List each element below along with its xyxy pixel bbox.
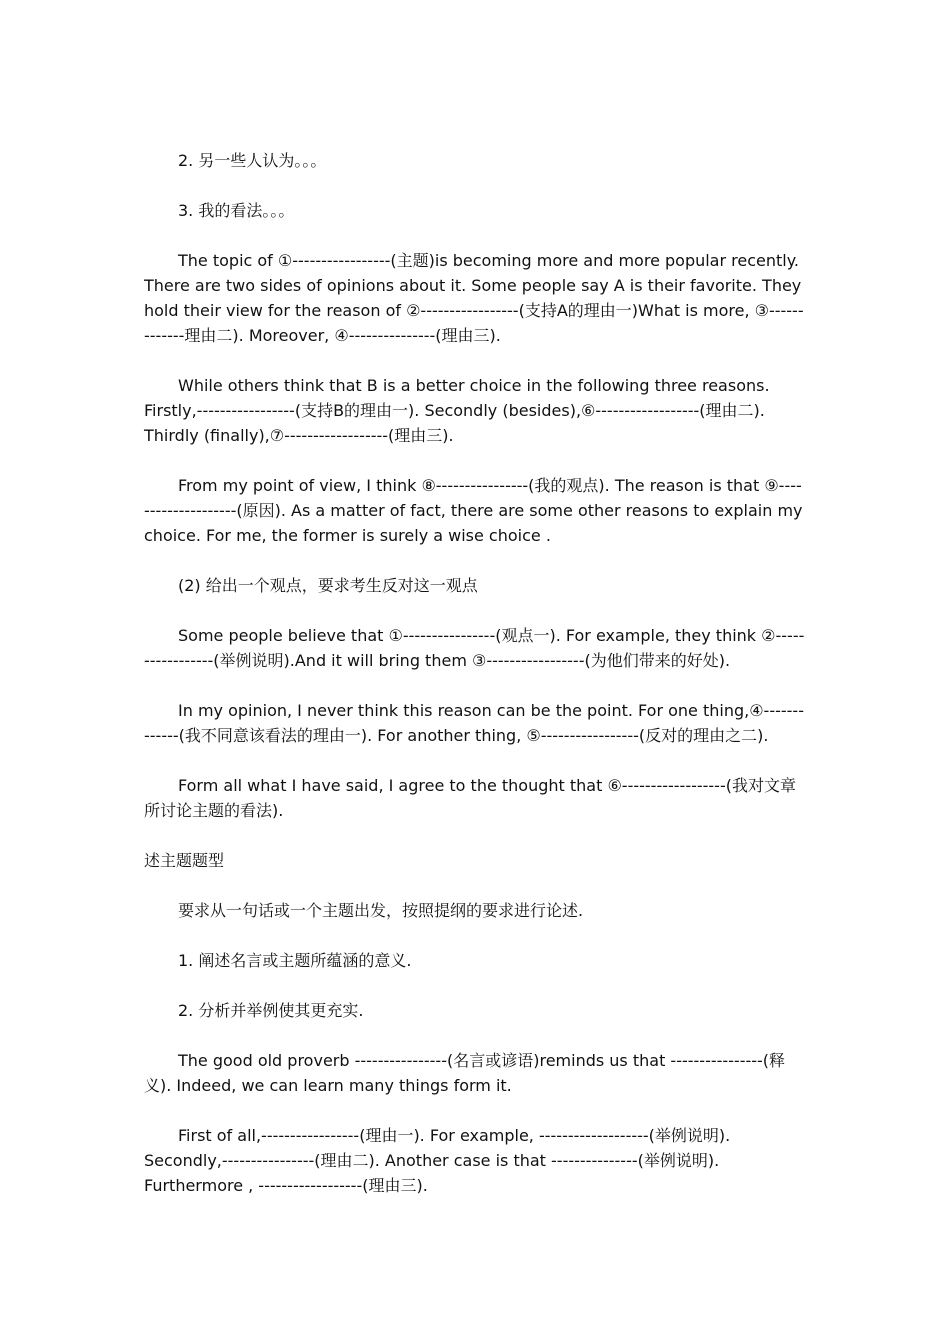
template-paragraph-topic: The topic of ①-----------------(主题)is becoming more and more popular recently. There are two sides of opinions about it. Some people say A is their favorite. They hold their view for the reason of ②-----------------(支持A的理由一)What is more, ③-------------理由二). Moreover, ④---------------(理由三).	[144, 251, 804, 345]
outline-item-2: 2. 另一些人认为。。。	[178, 151, 327, 170]
outline-item-2b: 2. 分析并举例使其更充实.	[178, 1001, 364, 1020]
template-paragraph-some-believe: Some people believe that ①----------------(观点一). For example, they think ②-----------------(举例说明).And it will bring them ③-----------------(为他们带来的好处).	[144, 626, 805, 670]
section-requirement: 要求从一句话或一个主题出发，按照提纲的要求进行论述.	[178, 901, 584, 920]
template-paragraph-reasons: First of all,-----------------(理由一). For example, -------------------(举例说明). Secondly,----------------(理由二). Another case is that ---------------(举例说明). Furthermore , ------------------(理由三).	[144, 1126, 731, 1195]
outline-item-1: 1. 阐述名言或主题所蕴涵的意义.	[178, 951, 412, 970]
template-paragraph-proverb: The good old proverb ----------------(名言或谚语)reminds us that ----------------(释义). Indeed, we can learn many things form it.	[144, 1051, 786, 1095]
template-paragraph-my-opinion: In my opinion, I never think this reason can be the point. For one thing,④-------------(我不同意该看法的理由一). For another thing, ⑤-----------------(反对的理由之二).	[144, 701, 804, 745]
template-paragraph-my-view: From my point of view, I think ⑧----------------(我的观点). The reason is that ⑨--------------------(原因). As a matter of fact, there are some other reasons to explain my choice. For me, the former is surely a wise choice .	[144, 476, 803, 545]
outline-item-3: 3. 我的看法。。。	[178, 201, 295, 220]
section-heading-oppose-view: (2) 给出一个观点，要求考生反对这一观点	[178, 576, 478, 595]
document-body	[144, 148, 806, 1223]
template-paragraph-conclusion: Form all what I have said, I agree to the thought that ⑥------------------(我对文章所讨论主题的看法).	[144, 776, 796, 820]
template-paragraph-others: While others think that B is a better choice in the following three reasons. Firstly,-----------------(支持B的理由一). Secondly (besides),⑥------------------(理由二). Thirdly (finally),⑦------------------(理由三).	[144, 376, 770, 445]
section-heading-topic-type: 述主题题型	[144, 851, 225, 870]
